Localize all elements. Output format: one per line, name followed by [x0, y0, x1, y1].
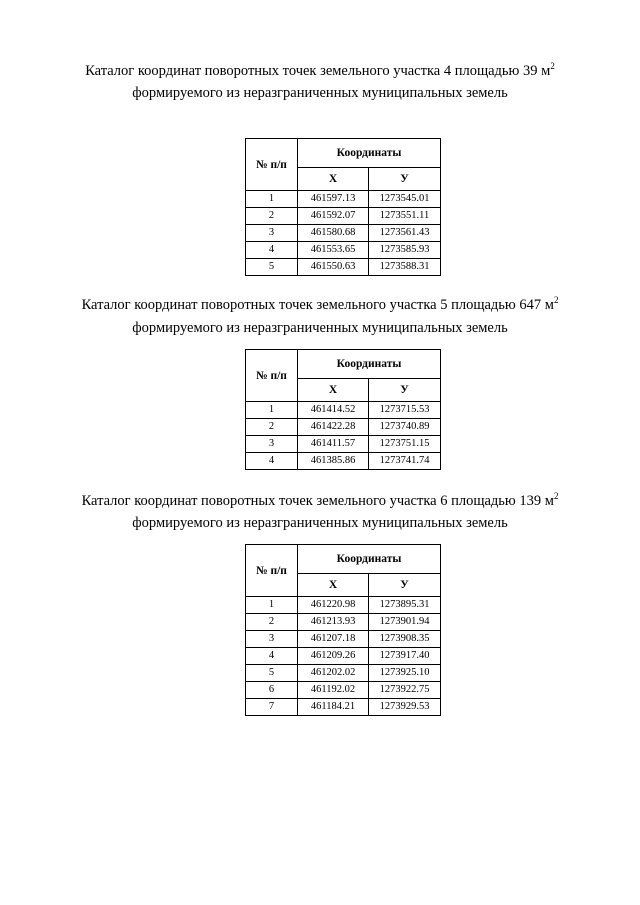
y-cell: 1273740.89: [369, 419, 441, 436]
coordinates-table: [245, 349, 441, 470]
point-number-cell: 3: [246, 631, 298, 648]
x-cell: 461422.28: [298, 419, 369, 436]
coordinates-header: Координаты: [298, 350, 441, 379]
catalog-title-line1: [0, 294, 640, 316]
y-cell: 1273585.93: [369, 242, 441, 259]
area-unit-superscript: 2: [553, 295, 559, 305]
catalog-title-text: Каталог координат поворотных точек земельного участка 5 площадью 647 м: [81, 297, 554, 313]
x-cell: 461580.68: [298, 225, 369, 242]
y-cell: 1273551.11: [369, 208, 441, 225]
x-cell: 461220.98: [298, 597, 369, 614]
point-number-cell: 2: [246, 208, 298, 225]
point-number-cell: 5: [246, 665, 298, 682]
y-cell: 1273925.10: [369, 665, 441, 682]
coordinates-table: [245, 544, 441, 716]
table-row: [246, 648, 441, 665]
table-row: [246, 191, 441, 208]
catalog-title-line1: [0, 490, 640, 512]
coordinates-header: Координаты: [298, 139, 441, 168]
table-row: [246, 631, 441, 648]
y-cell: 1273588.31: [369, 259, 441, 276]
table-row: [246, 436, 441, 453]
catalog-title-line2: формируемого из неразграниченных муниципальных земель: [132, 515, 508, 531]
x-column-header: Х: [298, 574, 369, 597]
y-cell: 1273922.75: [369, 682, 441, 699]
point-number-cell: 1: [246, 402, 298, 419]
point-number-cell: 2: [246, 614, 298, 631]
point-number-cell: 4: [246, 453, 298, 470]
point-number-cell: 4: [246, 242, 298, 259]
point-number-cell: 1: [246, 191, 298, 208]
catalog-title-text: Каталог координат поворотных точек земельного участка 6 площадью 139 м: [81, 493, 554, 509]
y-cell: 1273929.53: [369, 699, 441, 716]
catalog-title-line2: формируемого из неразграниченных муниципальных земель: [132, 85, 508, 101]
table-row: [246, 419, 441, 436]
table-row: [246, 453, 441, 470]
point-number-cell: 4: [246, 648, 298, 665]
x-cell: 461184.21: [298, 699, 369, 716]
y-cell: 1273917.40: [369, 648, 441, 665]
table-row: [246, 402, 441, 419]
x-cell: 461597.13: [298, 191, 369, 208]
y-cell: 1273908.35: [369, 631, 441, 648]
y-cell: 1273741.74: [369, 453, 441, 470]
x-cell: 461414.52: [298, 402, 369, 419]
x-cell: 461385.86: [298, 453, 369, 470]
y-cell: 1273751.15: [369, 436, 441, 453]
x-cell: 461192.02: [298, 682, 369, 699]
table-row: [246, 614, 441, 631]
y-cell: 1273895.31: [369, 597, 441, 614]
y-cell: 1273545.01: [369, 191, 441, 208]
table-row: [246, 665, 441, 682]
point-number-cell: 6: [246, 682, 298, 699]
x-column-header: Х: [298, 379, 369, 402]
x-column-header: Х: [298, 168, 369, 191]
catalog-title-line1: [0, 60, 640, 82]
y-column-header: У: [369, 168, 441, 191]
x-cell: 461553.65: [298, 242, 369, 259]
table-row: [246, 208, 441, 225]
x-cell: 461592.07: [298, 208, 369, 225]
y-cell: 1273901.94: [369, 614, 441, 631]
point-number-cell: 5: [246, 259, 298, 276]
point-number-cell: 2: [246, 419, 298, 436]
coordinates-header: Координаты: [298, 545, 441, 574]
coordinates-table: [245, 138, 441, 276]
point-number-header: № п/п: [246, 350, 298, 402]
area-unit-superscript: 2: [550, 61, 555, 71]
table-row: [246, 682, 441, 699]
y-cell: 1273561.43: [369, 225, 441, 242]
y-cell: 1273715.53: [369, 402, 441, 419]
table-row: [246, 259, 441, 276]
catalog-title-line2: формируемого из неразграниченных муниципальных земель: [132, 320, 508, 336]
point-number-cell: 3: [246, 225, 298, 242]
catalog-title-text: Каталог координат поворотных точек земельного участка 4 площадью 39 м: [85, 63, 551, 79]
table-row: [246, 242, 441, 259]
x-cell: 461550.63: [298, 259, 369, 276]
point-number-cell: 3: [246, 436, 298, 453]
x-cell: 461202.02: [298, 665, 369, 682]
table-row: [246, 597, 441, 614]
point-number-cell: 7: [246, 699, 298, 716]
point-number-header: № п/п: [246, 545, 298, 597]
table-row: [246, 699, 441, 716]
area-unit-superscript: 2: [553, 491, 559, 501]
x-cell: 461207.18: [298, 631, 369, 648]
x-cell: 461411.57: [298, 436, 369, 453]
point-number-header: № п/п: [246, 139, 298, 191]
y-column-header: У: [369, 574, 441, 597]
x-cell: 461213.93: [298, 614, 369, 631]
table-row: [246, 225, 441, 242]
y-column-header: У: [369, 379, 441, 402]
x-cell: 461209.26: [298, 648, 369, 665]
point-number-cell: 1: [246, 597, 298, 614]
